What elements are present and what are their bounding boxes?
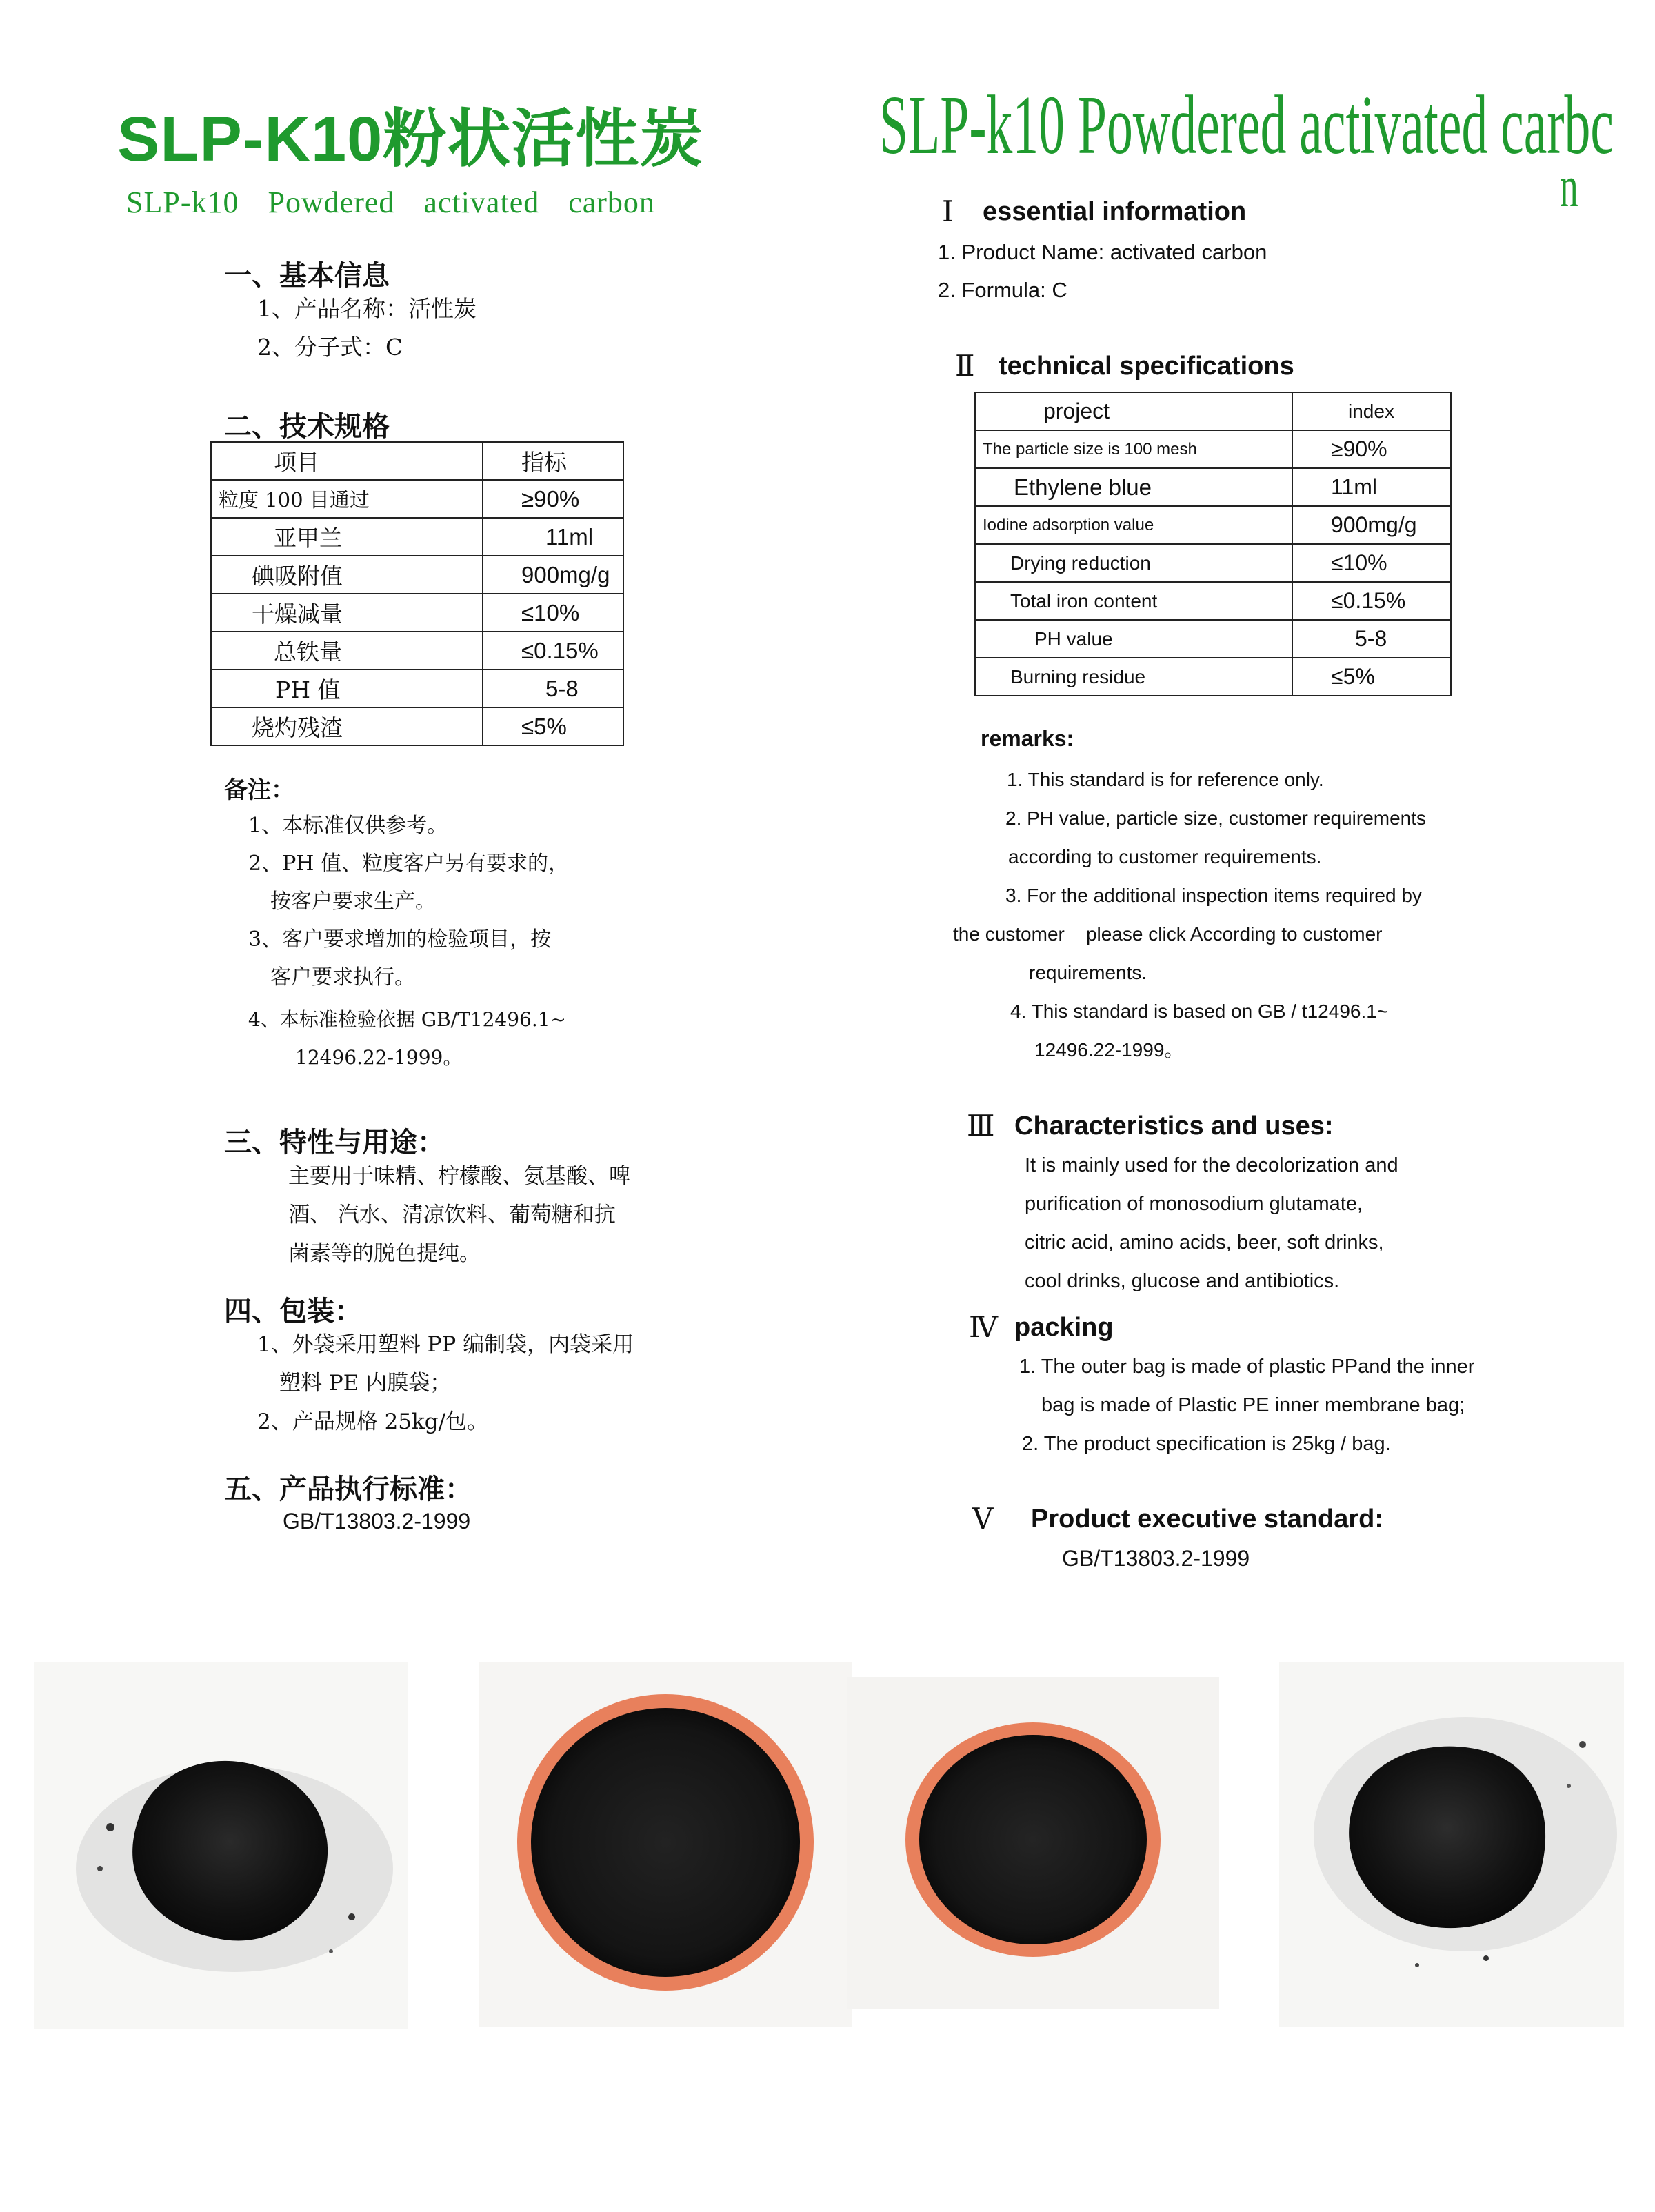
cn-remarks-heading: 备注： — [224, 776, 294, 804]
en-section4-heading: packing — [1014, 1313, 1114, 1342]
table-header-cell: 项目 — [211, 442, 483, 480]
table-cell: 碘吸附值 — [211, 556, 483, 594]
en-section2-heading: technical specifications — [999, 352, 1294, 381]
table-cell: ≤5% — [483, 707, 623, 745]
table-cell: 总铁量 — [211, 632, 483, 670]
cn-section3-line: 酒、 汽水、清凉饮料、葡萄糖和抗 — [288, 1203, 616, 1227]
cn-remark-line: 2、PH 值、粒度客户另有要求的， — [248, 852, 569, 876]
product-photo-pile — [34, 1662, 408, 2029]
table-cell: ≤0.15% — [483, 632, 623, 670]
table-cell: Total iron content — [975, 582, 1292, 620]
en-section4-line: bag is made of Plastic PE inner membrane bag; — [1041, 1394, 1465, 1416]
en-remark-line: 1. This standard is for reference only. — [1007, 769, 1324, 790]
page-title-cn: SLP-K10粉状活性炭 — [117, 104, 704, 174]
table-cell: 11ml — [483, 518, 623, 556]
table-row — [975, 430, 1451, 468]
en-remarks — [955, 761, 1426, 1069]
table-row — [211, 480, 623, 518]
en-section4-number: Ⅳ — [969, 1310, 998, 1344]
table-cell: 5-8 — [1292, 620, 1451, 658]
en-standard-code: GB/T13803.2-1999 — [1062, 1546, 1250, 1571]
table-cell: PH value — [975, 620, 1292, 658]
cn-spec-table — [210, 441, 624, 746]
en-remark-line: the customer please click According to customer — [953, 923, 1383, 945]
cn-section3-line: 菌素等的脱色提纯。 — [288, 1241, 481, 1266]
table-row — [975, 468, 1451, 506]
table-row — [975, 620, 1451, 658]
cn-section4-line: 1、外袋采用塑料 PP 编制袋，内袋采用 — [257, 1332, 634, 1357]
table-cell: ≤5% — [1292, 658, 1451, 696]
cn-section3-heading: 三、特性与用途： — [224, 1127, 445, 1158]
table-header-row — [211, 442, 623, 480]
en-section1-line: 2. Formula: C — [938, 278, 1067, 302]
cn-standard-code: GB/T13803.2-1999 — [283, 1509, 471, 1534]
table-cell: ≤0.15% — [1292, 582, 1451, 620]
cn-section1-heading: 一、基本信息 — [224, 260, 390, 292]
table-cell: 粒度 100 目通过 — [211, 480, 483, 518]
table-header-row — [975, 392, 1451, 430]
en-remark-line: 12496.22-1999。 — [1034, 1039, 1184, 1060]
cn-section5-heading: 五、产品执行标准： — [224, 1474, 472, 1505]
table-cell: ≥90% — [483, 480, 623, 518]
cn-section1-line: 2、分子式：C — [257, 334, 403, 361]
page-subtitle-cn: SLP-k10 Powdered activated carbon — [126, 185, 655, 219]
en-section5-heading: Product executive standard: — [1031, 1505, 1384, 1534]
en-remark-line: 3. For the additional inspection items required by — [1005, 885, 1422, 906]
table-cell: Burning residue — [975, 658, 1292, 696]
table-cell: The particle size is 100 mesh — [975, 430, 1292, 468]
cn-section1-line: 1、产品名称：活性炭 — [257, 295, 477, 322]
en-remarks-heading: remarks: — [981, 726, 1074, 751]
en-section3-line: purification of monosodium glutamate, — [1025, 1193, 1363, 1215]
cn-remark-line: 按客户要求生产。 — [270, 889, 436, 914]
cn-section3-body — [288, 1157, 630, 1273]
cn-remark-line: 12496.22-1999。 — [295, 1046, 463, 1069]
en-section1-heading: essential information — [983, 197, 1247, 226]
table-cell: 干燥减量 — [211, 594, 483, 632]
en-remark-line: 4. This standard is based on GB / t12496.1~ — [1010, 1001, 1389, 1022]
en-section4-body — [1019, 1347, 1474, 1463]
table-cell: PH 值 — [211, 670, 483, 707]
en-section3-line: cool drinks, glucose and antibiotics. — [1025, 1270, 1340, 1292]
cn-section4-body — [257, 1325, 634, 1441]
table-row — [211, 594, 623, 632]
en-section3-line: It is mainly used for the decolorization and — [1025, 1154, 1398, 1176]
table-row — [211, 670, 623, 707]
table-row — [975, 582, 1451, 620]
en-section4-line: 1. The outer bag is made of plastic PPand the inner — [1019, 1356, 1475, 1378]
en-remark-line: 2. PH value, particle size, customer requirements — [1005, 807, 1427, 829]
cn-section2-heading: 二、技术规格 — [224, 411, 390, 443]
cn-remark-line: 1、本标准仅供参考。 — [248, 814, 448, 838]
table-cell: 900mg/g — [1292, 506, 1451, 544]
table-row — [975, 506, 1451, 544]
en-section4-line: 2. The product specification is 25kg / bag. — [1022, 1433, 1391, 1455]
table-cell: 5-8 — [483, 670, 623, 707]
table-row — [975, 658, 1451, 696]
en-section3-number: Ⅲ — [967, 1109, 995, 1143]
cn-remarks — [248, 807, 569, 1076]
cn-remark-line: 3、客户要求增加的检验项目，按 — [248, 927, 552, 952]
cn-section4-line: 2、产品规格 25kg/包。 — [257, 1409, 489, 1434]
product-photo-dish — [847, 1677, 1219, 2009]
table-cell: Drying reduction — [975, 544, 1292, 582]
table-cell: Ethylene blue — [975, 468, 1292, 506]
product-photo-dish — [479, 1662, 852, 2027]
table-cell: 烧灼残渣 — [211, 707, 483, 745]
table-cell: ≤10% — [483, 594, 623, 632]
table-cell: 亚甲兰 — [211, 518, 483, 556]
en-remark-line: requirements. — [1029, 962, 1147, 983]
table-row — [211, 707, 623, 745]
table-row — [211, 632, 623, 670]
en-section3-line: citric acid, amino acids, beer, soft drinks, — [1025, 1231, 1384, 1254]
table-header-cell: 指标 — [483, 442, 623, 480]
en-section2-number: Ⅱ — [955, 349, 975, 383]
cn-remark-line: 客户要求执行。 — [270, 965, 415, 989]
en-remark-line: according to customer requirements. — [1008, 846, 1322, 867]
table-row — [975, 544, 1451, 582]
product-photo-pile — [1279, 1662, 1624, 2027]
table-cell: ≤10% — [1292, 544, 1451, 582]
table-header-cell: project — [975, 392, 1292, 430]
cn-section4-heading: 四、包装： — [224, 1296, 362, 1327]
table-row — [211, 518, 623, 556]
en-section5-number: Ⅴ — [972, 1502, 994, 1536]
cn-remark-line: 4、本标准检验依据 GB/T12496.1~ — [248, 1008, 567, 1031]
page-title-en: SLP-k10 Powdered activated carbc — [879, 79, 1614, 172]
table-cell: 900mg/g — [483, 556, 623, 594]
table-cell: 11ml — [1292, 468, 1451, 506]
en-section1-number: Ⅰ — [942, 194, 954, 228]
table-header-cell: index — [1292, 392, 1451, 430]
en-section3-body — [1025, 1146, 1398, 1300]
table-cell: ≥90% — [1292, 430, 1451, 468]
page-title-en-overflow: n — [1560, 153, 1578, 219]
cn-section4-line: 塑料 PE 内膜袋； — [279, 1371, 452, 1396]
table-cell: Iodine adsorption value — [975, 506, 1292, 544]
en-section3-heading: Characteristics and uses: — [1014, 1112, 1334, 1140]
table-row — [211, 556, 623, 594]
en-spec-table — [974, 392, 1452, 696]
cn-section3-line: 主要用于味精、柠檬酸、氨基酸、啤 — [288, 1164, 630, 1189]
en-section1-line: 1. Product Name: activated carbon — [938, 240, 1267, 264]
